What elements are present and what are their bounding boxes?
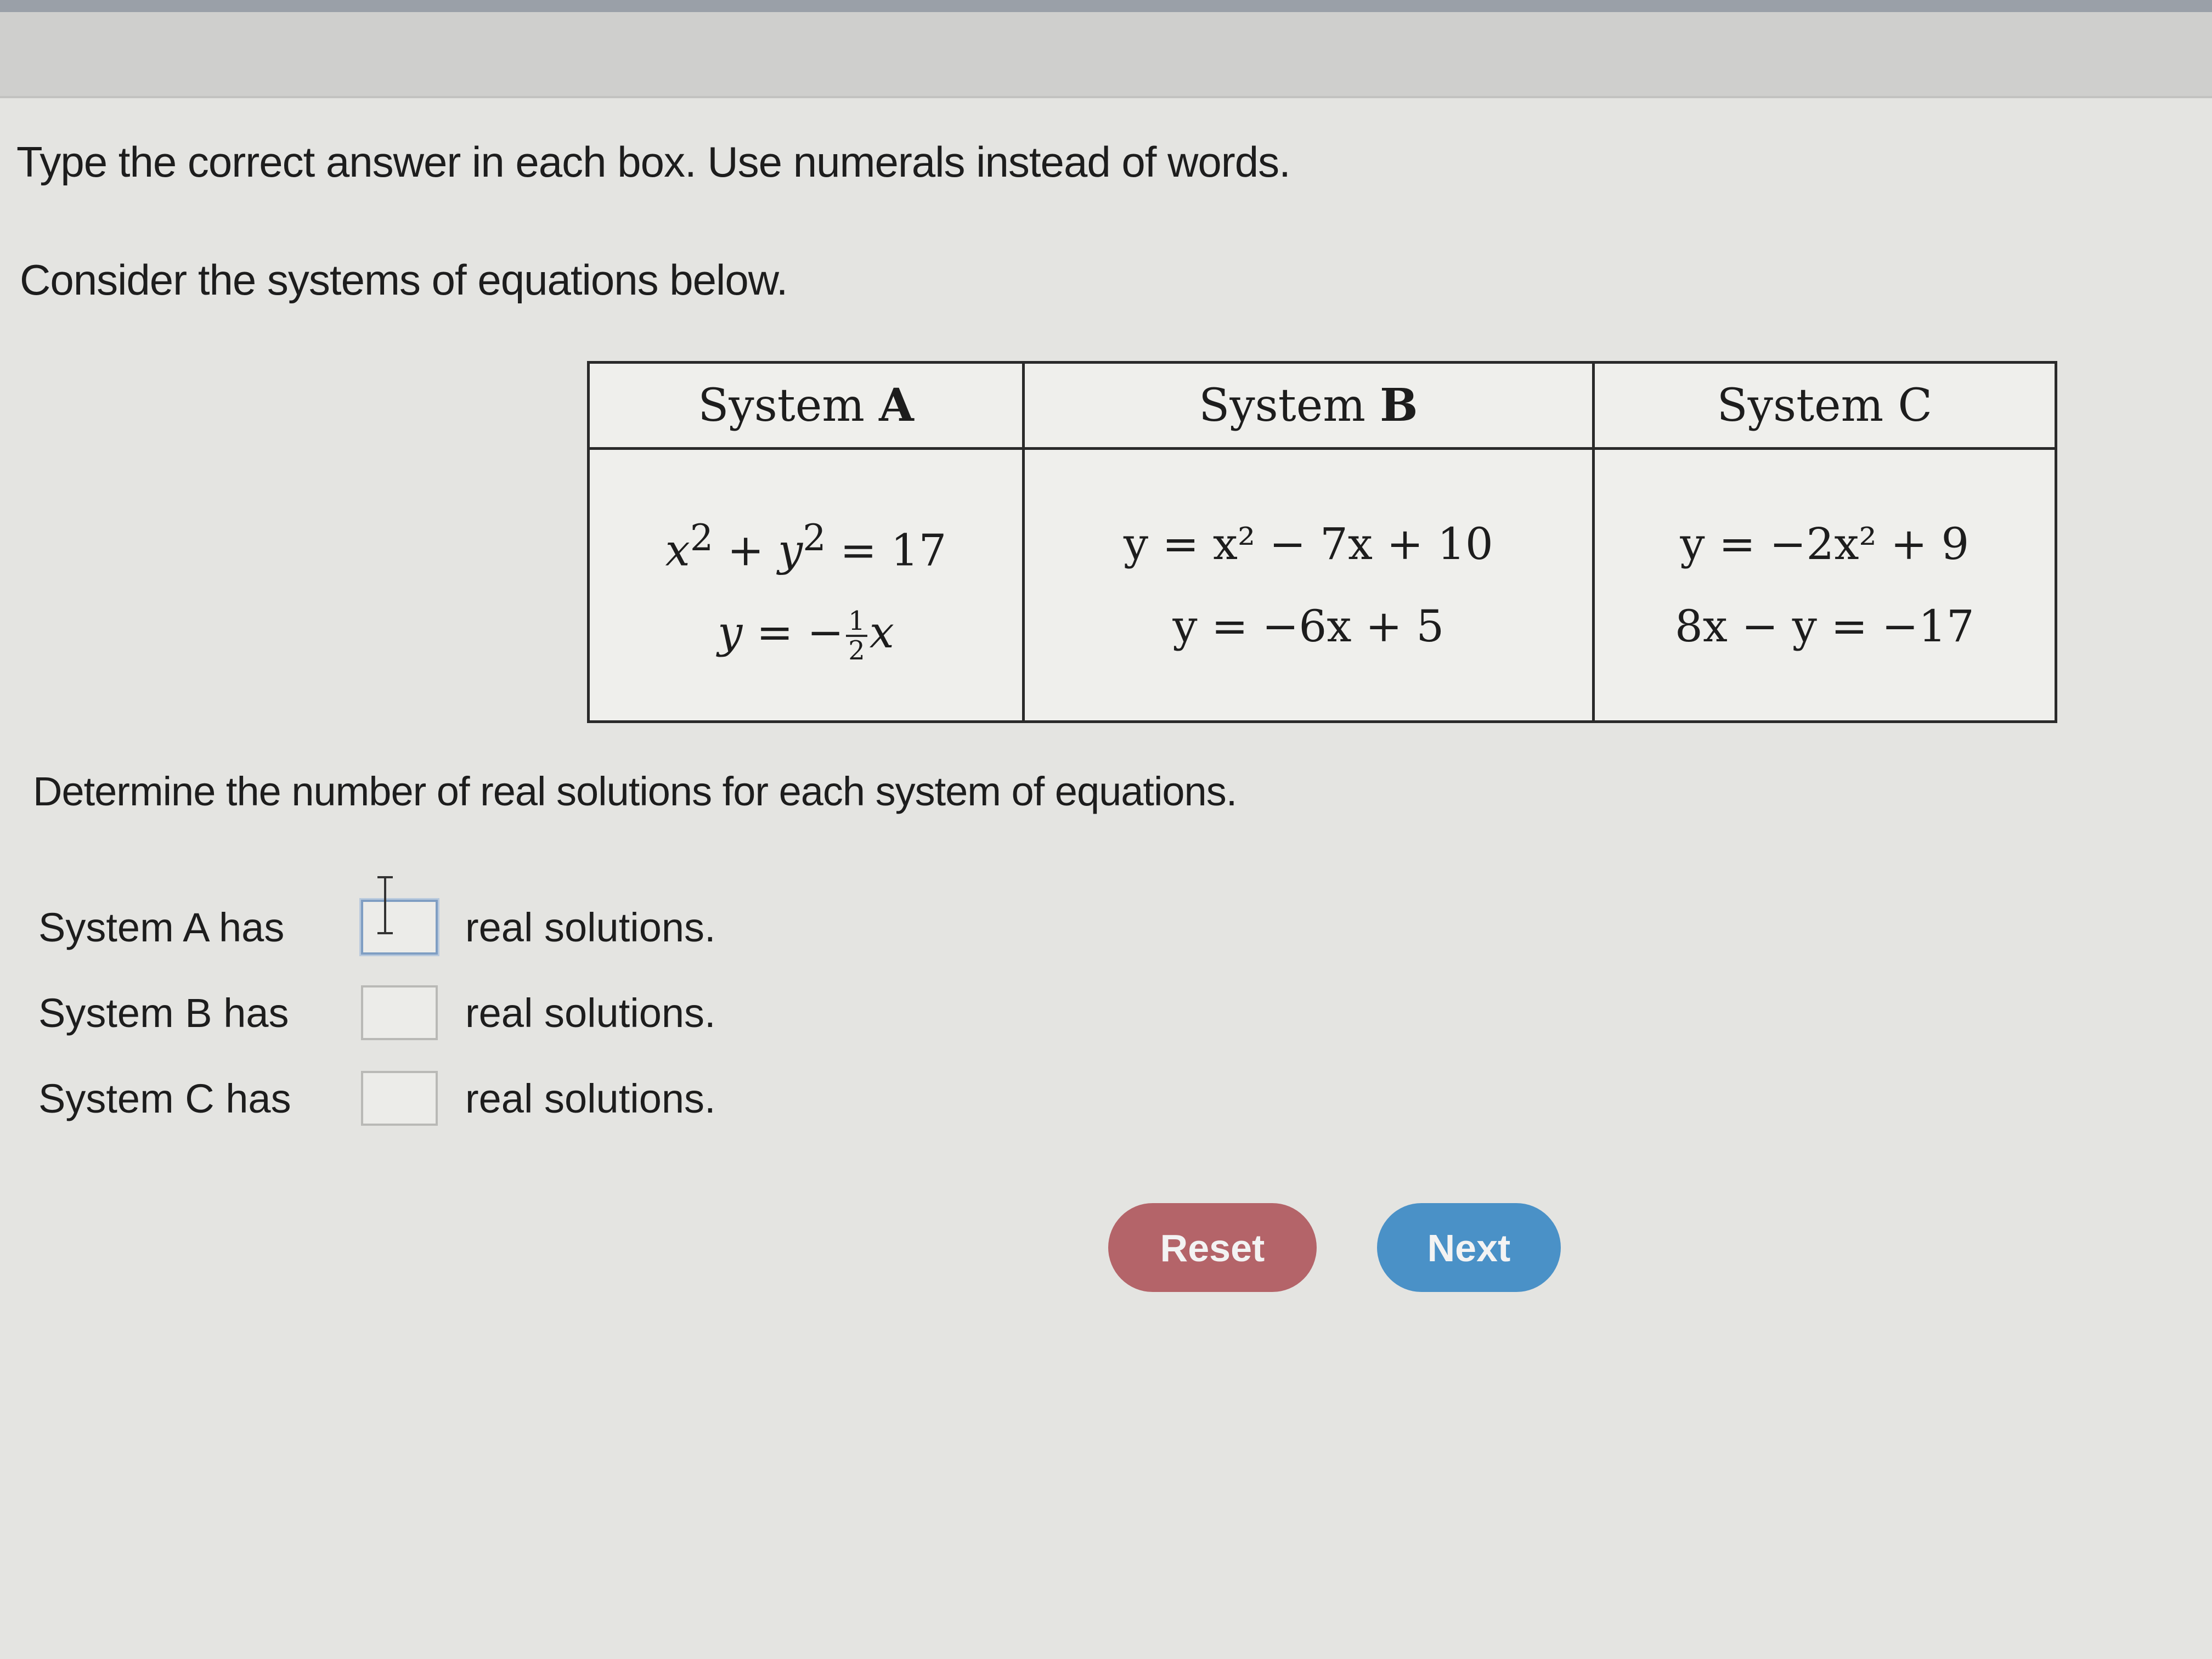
- system-c-equations: [1593, 449, 2056, 722]
- answer-label-system-a: System A has: [38, 904, 285, 950]
- browser-top-strip: [0, 0, 2212, 98]
- system-b-equation-2: y = −6x + 5: [1172, 600, 1444, 652]
- system-c-equation-1: y = −2x² + 9: [1680, 518, 1970, 569]
- system-b-equations: [1023, 449, 1593, 722]
- reset-button[interactable]: Reset: [1108, 1203, 1317, 1292]
- table-equations-row: [589, 449, 2056, 722]
- prompt-text: Consider the systems of equations below.: [20, 256, 788, 304]
- system-c-answer-input[interactable]: [361, 1071, 438, 1126]
- answer-suffix-system-a: real solutions.: [465, 904, 716, 950]
- system-c-header: System C: [1593, 363, 2056, 449]
- answer-row-system-b: [38, 980, 716, 1046]
- table-header-row: [589, 363, 2056, 449]
- system-c-equation-2: 8x − y = −17: [1674, 600, 1974, 652]
- text-cursor-icon: [374, 875, 396, 935]
- system-b-header: System B: [1023, 363, 1593, 449]
- system-a-equation-1: $x^2 + y^2 = 17$: [665, 516, 947, 576]
- system-a-answer-input[interactable]: [361, 900, 438, 955]
- system-b-equation-1: y = x² − 7x + 10: [1123, 518, 1493, 569]
- system-a-equations: [589, 449, 1024, 722]
- instruction-text: Type the correct answer in each box. Use numerals instead of words.: [16, 138, 1290, 186]
- systems-table: [587, 361, 2057, 723]
- system-a-header: System A: [589, 363, 1024, 449]
- answer-suffix-system-b: real solutions.: [465, 990, 716, 1036]
- question-page: [0, 98, 2212, 1659]
- question-text: Determine the number of real solutions for each system of equations.: [33, 769, 1237, 814]
- fraction-one-half: $\frac{1}{2}$: [846, 607, 867, 664]
- answer-label-system-c: System C has: [38, 1075, 291, 1121]
- next-button[interactable]: Next: [1377, 1203, 1561, 1292]
- answer-label-system-b: System B has: [38, 990, 289, 1036]
- window-frame-edge: [0, 0, 2212, 12]
- system-b-answer-input[interactable]: [361, 985, 438, 1040]
- answer-row-system-c: [38, 1065, 716, 1131]
- system-a-equation-2: y = − $\frac{1}{2}$ x: [718, 606, 894, 667]
- answer-suffix-system-c: real solutions.: [465, 1075, 716, 1121]
